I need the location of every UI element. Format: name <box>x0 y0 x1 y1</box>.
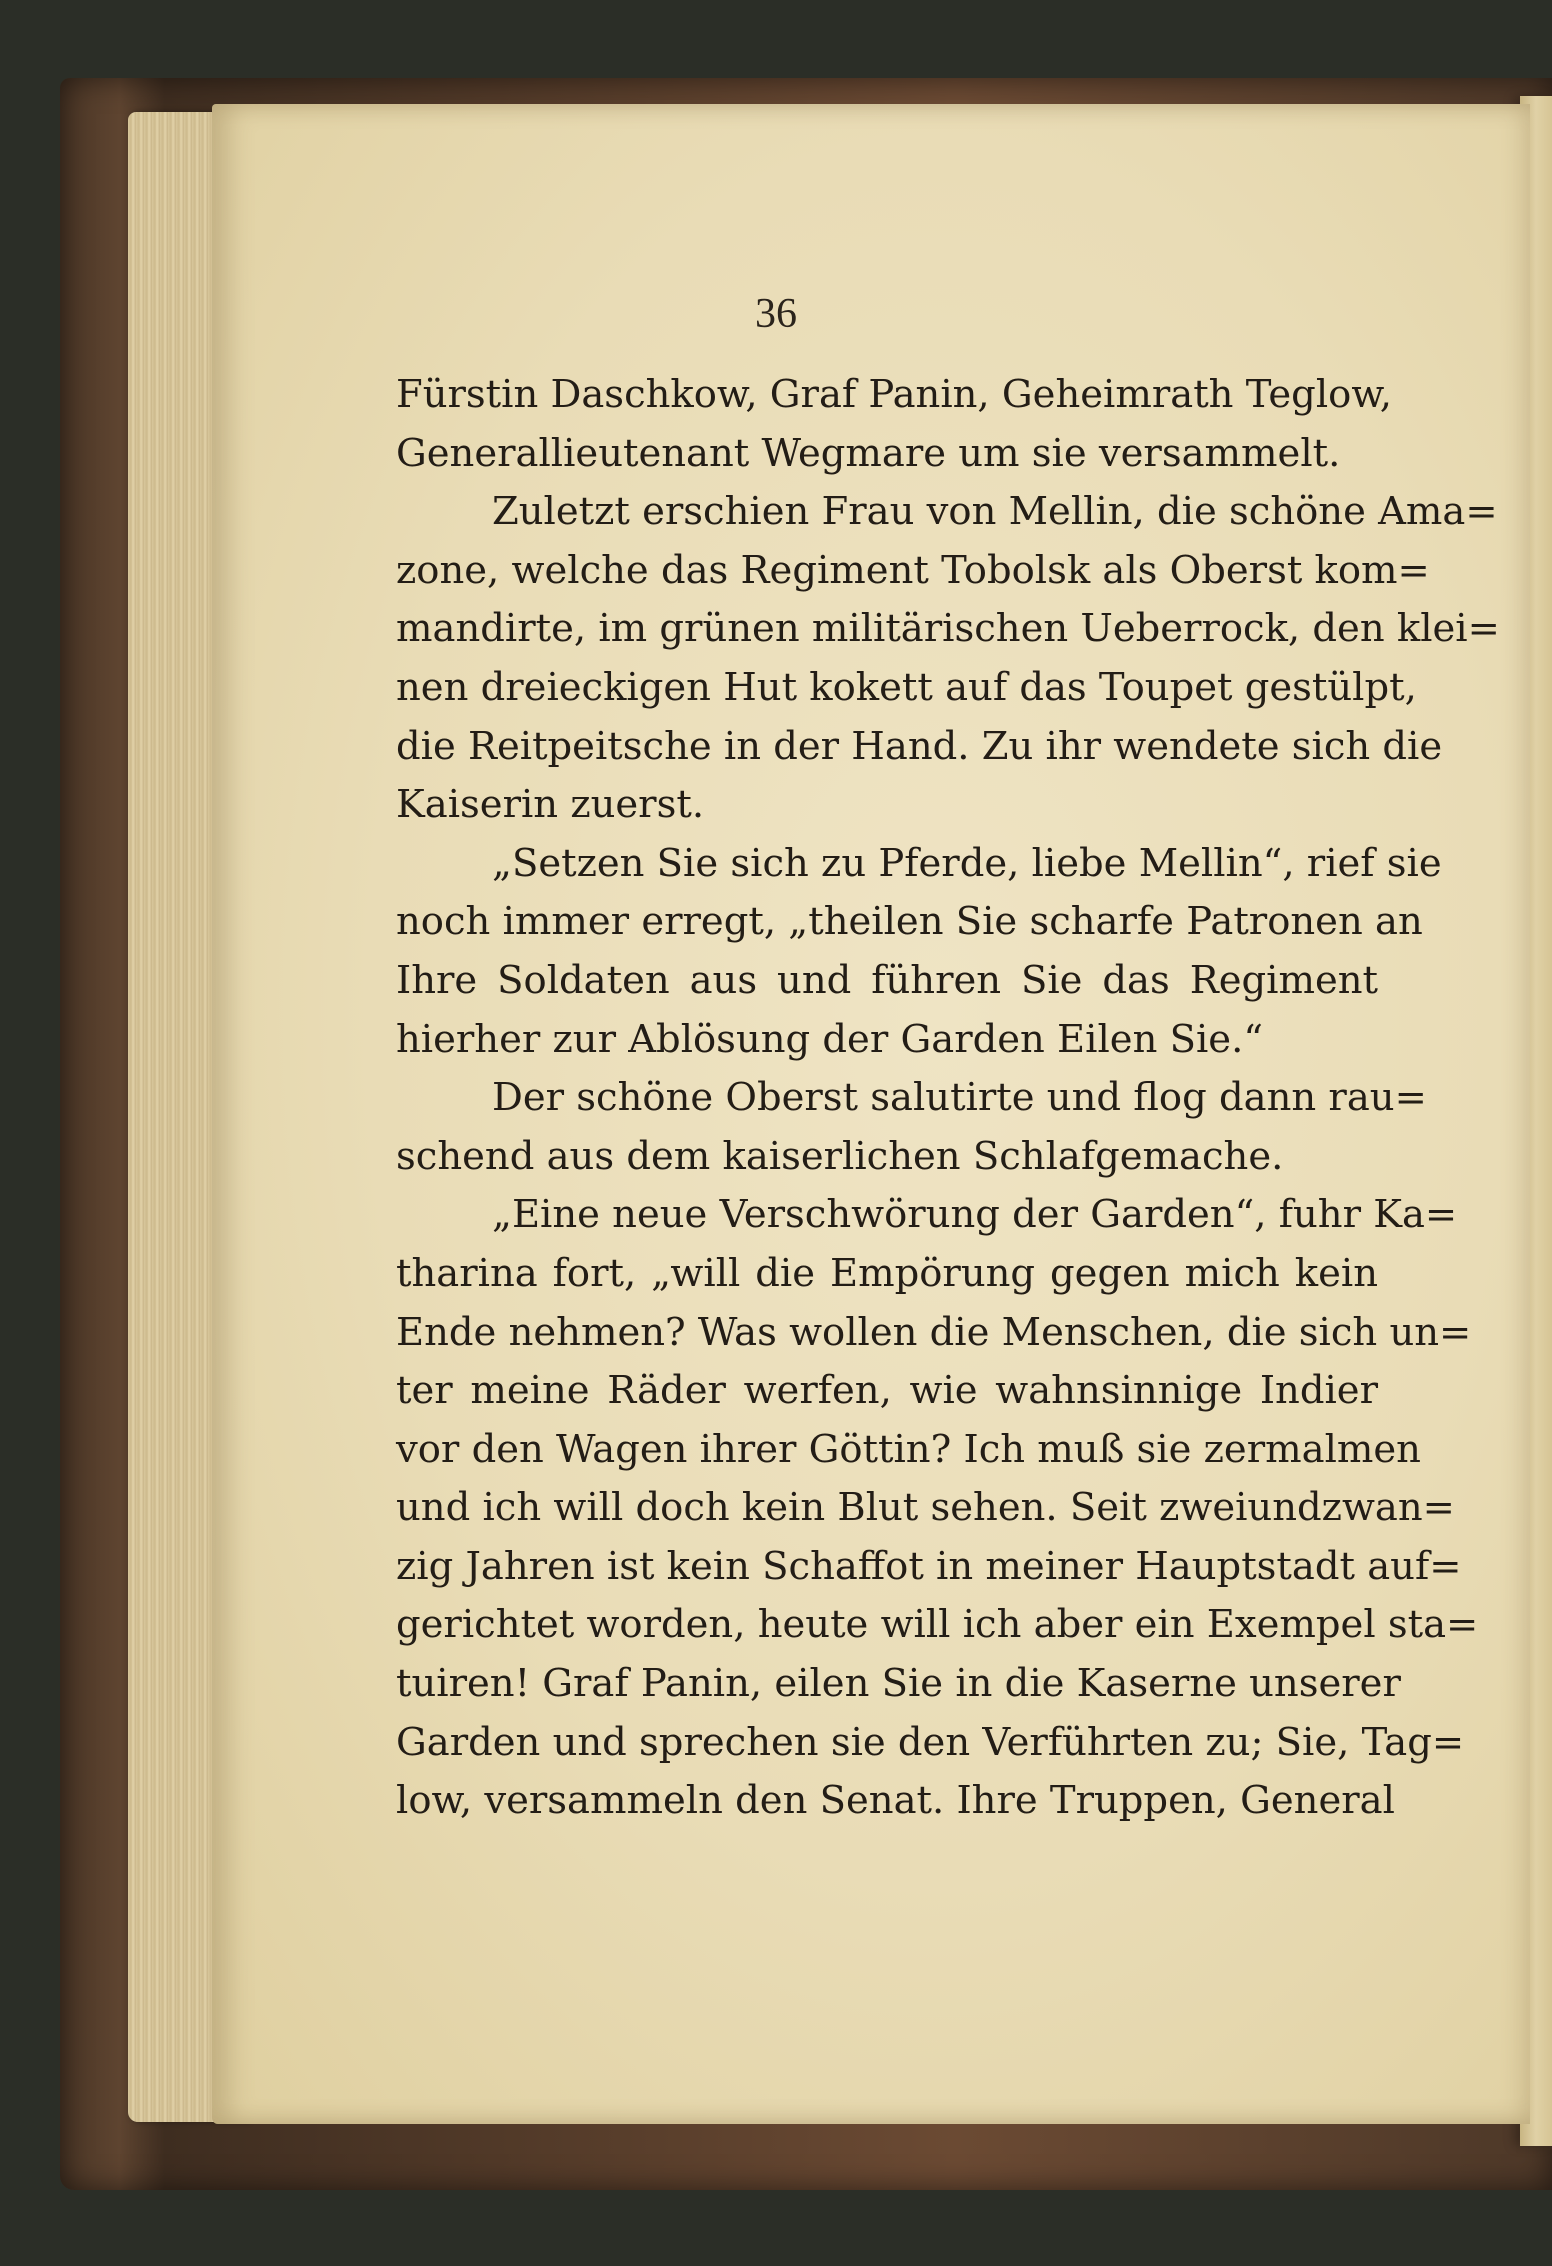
text-line: Fürstin Daschkow, Graf Panin, Geheimrath Teglow, <box>396 372 1392 417</box>
text-line: Kaiserin zuerst. <box>396 782 705 828</box>
page-text <box>396 366 1500 1831</box>
text-line: Ihre Soldaten aus und führen Sie das Regiment <box>396 957 1378 1003</box>
text-line: vor den Wagen ihrer Göttin? Ich muß sie zermalmen <box>396 1426 1421 1472</box>
page-number: 36 <box>755 291 797 337</box>
text-line: ter meine Räder werfen, wie wahnsinnige Indier <box>396 1368 1378 1414</box>
text-line: gerichtet worden, heute will ich aber ein Exempel sta= <box>396 1602 1479 1648</box>
text-line: nen dreieckigen Hut kokett auf das Toupet gestülpt, <box>396 664 1417 710</box>
text-line: mandirte, im grünen militärischen Ueberrock, den klei= <box>396 606 1500 652</box>
text-line: tuiren! Graf Panin, eilen Sie in die Kaserne unserer <box>396 1661 1401 1707</box>
text-line: Garden und sprechen sie den Verführten zu; Sie, Tag= <box>396 1719 1465 1765</box>
text-line: low, versammeln den Senat. Ihre Truppen, General <box>396 1778 1395 1824</box>
text-line: noch immer erregt, „theilen Sie scharfe Patronen an <box>396 899 1423 945</box>
text-line: hierher zur Ablösung der Garden Eilen Sie.“ <box>396 1016 1264 1062</box>
text-line: Zuletzt erschien Frau von Mellin, die schöne Ama= <box>492 489 1498 535</box>
text-line: tharina fort, „will die Empörung gegen mich kein <box>396 1250 1378 1296</box>
text-line: Generallieutenant Wegmare um sie versammelt. <box>396 430 1341 476</box>
text-line: „Setzen Sie sich zu Pferde, liebe Mellin“, rief sie <box>492 840 1442 886</box>
text-line: Ende nehmen? Was wollen die Menschen, die sich un= <box>396 1309 1472 1355</box>
text-line: schend aus dem kaiserlichen Schlafgemache. <box>396 1133 1284 1179</box>
text-line: „Eine neue Verschwörung der Garden“, fuhr Ka= <box>492 1192 1458 1238</box>
text-line: die Reitpeitsche in der Hand. Zu ihr wendete sich die <box>396 723 1443 769</box>
text-line: und ich will doch kein Blut sehen. Seit zweiundzwan= <box>396 1485 1455 1531</box>
text-line: zone, welche das Regiment Tobolsk als Oberst kom= <box>396 547 1430 593</box>
text-line: Der schöne Oberst salutirte und flog dann rau= <box>492 1075 1427 1121</box>
text-line: zig Jahren ist kein Schaffot in meiner Hauptstadt auf= <box>396 1543 1462 1589</box>
